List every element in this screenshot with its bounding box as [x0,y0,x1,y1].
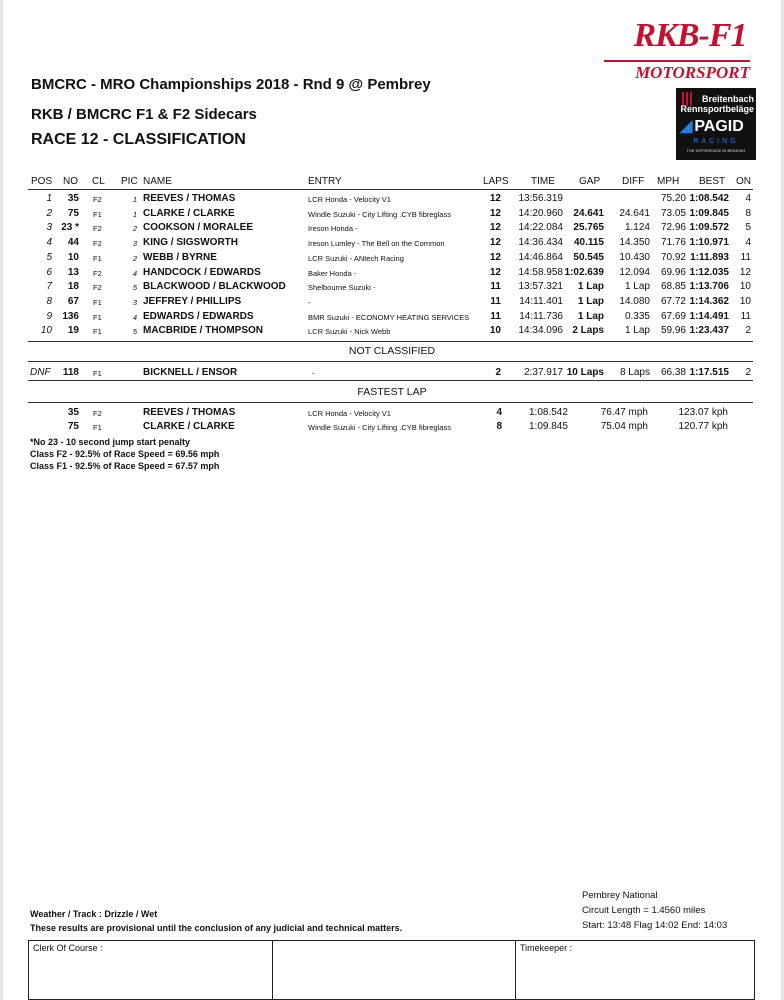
col-on: ON [736,176,751,187]
fl-lap: 8 [496,421,502,432]
fl-no: 75 [67,421,79,432]
race-times: Start: 13:48 Flag 14:02 End: 14:03 [582,920,728,931]
cell-best: 1:23.437 [689,325,729,337]
cell-name: CLARKE / CLARKE [143,207,235,219]
cell-pos: 5 [46,251,52,263]
race-title: RACE 12 - CLASSIFICATION [31,131,246,148]
cell-gap: 1 Lap [577,295,604,307]
cell-gap: 40.115 [573,237,604,249]
cell-on: 11 [740,251,751,263]
col-cl: CL [92,176,105,187]
cell-entry: - [308,297,311,307]
cell-no: 23 * [61,222,79,234]
sponsor-racing: RACING [693,138,739,145]
fl-name: REEVES / THOMAS [143,407,236,418]
sponsor-name: ◢ PAGID [680,118,744,135]
cell-entry: LCR Honda - Velocity V1 [308,195,391,204]
cell-entry: LCR Suzuki - ANtech Racing [308,253,404,263]
cell-diff: 24.641 [619,207,650,219]
cell-entry: Ireson Lumley - The Bell on the Common [308,239,445,249]
cell-gap: 1 Lap [577,281,604,293]
cell-name: REEVES / THOMAS [143,193,236,204]
cell-pos: 8 [46,295,52,307]
clerk-box [28,940,273,1000]
col-entry: ENTRY [308,176,342,187]
cell-time: 14:58.958 [518,266,563,278]
cell-time: 14:36.434 [518,237,563,249]
cell-laps: 12 [489,237,501,249]
nc-laps: 2 [495,367,501,378]
col-diff: DIFF [622,176,645,187]
nc-rule-bottom [28,380,753,381]
cell-cl: F2 [93,268,102,278]
cell-pic: 5 [132,283,137,293]
cell-on: 5 [745,222,751,234]
fl-entry: Windle Suzuki - City Lifting .CYB fibreglass [308,423,451,432]
cell-time: 14:20.960 [518,207,563,219]
not-classified-heading: NOT CLASSIFIED [348,345,436,357]
header-rule [28,189,753,190]
cell-mph: 68.85 [660,281,686,293]
sponsor-line2: Rennsportbeläge [680,104,754,114]
cell-laps: 11 [490,310,501,322]
cell-on: 11 [740,310,751,322]
fl-entry: LCR Honda - Velocity V1 [308,409,391,418]
cell-no: 18 [67,281,79,293]
cell-on: 4 [745,237,751,249]
cell-gap: 1:02.639 [564,266,604,278]
cell-best: 1:14.362 [689,295,729,307]
cell-best: 1:14.491 [689,310,729,322]
circuit-length: Circuit Length = 1.4560 miles [582,905,706,916]
cell-pic: 3 [132,297,137,307]
cell-no: 67 [67,295,79,307]
cell-entry: BMR Suzuki - ECONOMY HEATING SERVICES [308,312,470,322]
cell-gap: 50.545 [573,251,604,263]
cell-name: COOKSON / MORALEE [143,222,254,234]
fl-no: 35 [67,407,79,418]
cell-laps: 12 [489,222,501,234]
cell-cl: F2 [93,283,102,293]
cell-time: 14:34.096 [518,325,563,337]
cell-cl: F2 [93,239,102,249]
results-rule [28,341,753,342]
cell-laps: 10 [489,325,501,337]
cell-entry: Ireson Honda - [308,224,358,234]
weather: Weather / Track : Drizzle / Wet [30,909,158,919]
cell-entry: Baker Honda - [308,268,357,278]
cell-no: 10 [67,251,79,263]
cell-cl: F1 [93,312,102,322]
fl-time: 1:08.542 [529,407,568,418]
cell-mph: 72.96 [660,222,686,234]
sponsor-line1: Breitenbach [701,94,754,104]
event-title: BMCRC - MRO Championships 2018 - Rnd 9 @ Pembrey [31,76,431,93]
page-edge-left [0,0,3,1000]
cell-pic: 3 [132,239,137,249]
provisional-notice: These results are provisional until the conclusion of any judicial and technical matters. [30,923,403,933]
cell-on: 4 [745,193,751,204]
note-penalty: *No 23 - 10 second jump start penalty [30,437,191,447]
motorsport-logo: MOTORSPORT [635,63,750,82]
cell-cl: F1 [93,327,102,337]
cell-entry: Shelbourne Suzuki - [308,283,376,293]
cell-name: KING / SIGSWORTH [143,237,238,249]
fl-kph: 123.07 kph [678,407,728,418]
fl-mph: 76.47 mph [600,407,648,418]
cell-pos: 3 [46,222,52,234]
nc-entry: - [312,369,315,378]
middle-box [272,940,516,1000]
cell-best: 1:08.542 [689,193,729,204]
cell-no: 13 [67,266,79,278]
cell-time: 14:11.736 [519,310,563,322]
note-f2-speed: Class F2 - 92.5% of Race Speed = 69.56 mph [30,449,220,459]
class-title: RKB / BMCRC F1 & F2 Sidecars [31,106,257,123]
cell-no: 44 [67,237,79,249]
cell-diff: 14.080 [619,295,650,307]
cell-time: 13:56.319 [518,193,563,204]
cell-on: 2 [745,325,751,337]
nc-pos: DNF [30,367,51,378]
cell-best: 1:11.893 [690,251,729,263]
pagid-icon: ◢ [680,118,693,135]
cell-mph: 59.96 [660,325,686,337]
cell-pos: 1 [46,193,52,204]
fl-kph: 120.77 kph [678,421,728,432]
col-laps: LAPS [483,176,509,187]
fl-rule-top [28,402,753,403]
cell-cl: F1 [93,297,102,307]
cell-no: 136 [62,310,79,322]
fl-cl: F2 [93,409,102,418]
col-best: BEST [699,176,726,187]
cell-pos: 6 [46,266,52,278]
cell-diff: 0.335 [624,310,650,322]
col-name: NAME [143,176,172,187]
cell-best: 1:12.035 [689,266,729,278]
col-gap: GAP [579,176,601,187]
cell-diff: 12.094 [619,266,650,278]
cell-mph: 71.76 [660,237,686,249]
cell-pos: 10 [40,325,52,337]
note-f1-speed: Class F1 - 92.5% of Race Speed = 67.57 mph [30,461,220,471]
fl-cl: F1 [93,423,102,432]
rkb-logo: RKB-F1 [633,17,747,54]
col-pos: POS [31,176,53,187]
cell-pic: 4 [132,268,137,278]
col-time: TIME [531,176,555,187]
fl-time: 1:09.845 [529,421,568,432]
cell-gap: 25.765 [573,222,604,234]
cell-mph: 69.96 [660,266,686,278]
col-pic: PIC [121,176,138,187]
cell-cl: F2 [93,195,102,204]
cell-on: 8 [745,207,751,219]
cell-on: 10 [739,281,751,293]
cell-pos: 9 [46,310,52,322]
cell-best: 1:13.706 [689,281,729,293]
cell-on: 12 [739,266,751,278]
cell-name: HANDCOCK / EDWARDS [143,266,261,278]
cell-pos: 4 [46,237,52,249]
cell-laps: 12 [489,207,501,219]
col-mph: MPH [657,176,680,187]
cell-time: 14:46.864 [518,251,563,263]
cell-pic: 5 [132,327,137,337]
cell-gap: 24.641 [573,207,604,219]
cell-entry: Windle Suzuki - City Lifting .CYB fibreglass [308,209,451,219]
cell-pos: 7 [46,281,52,293]
nc-best: 1:17.515 [689,367,729,378]
cell-cl: F1 [93,253,102,263]
cell-laps: 11 [490,295,501,307]
clerk-label: Clerk Of Course : [33,943,103,953]
cell-diff: 1 Lap [624,325,650,337]
cell-no: 19 [67,325,79,337]
cell-no: 75 [67,207,79,219]
cell-time: 14:22.084 [518,222,563,234]
cell-time: 13:57.321 [518,281,563,293]
nc-no: 118 [62,367,79,378]
cell-on: 10 [739,295,751,307]
cell-best: 1:09.845 [689,207,729,219]
cell-name: JEFFREY / PHILLIPS [143,295,242,307]
cell-mph: 67.72 [660,295,686,307]
nc-rule-top [28,361,753,362]
sponsor-logo [676,88,756,160]
nc-time: 2:37.917 [524,367,563,378]
cell-time: 14:11.401 [519,295,563,307]
nc-on: 2 [745,367,751,378]
cell-laps: 12 [489,251,501,263]
cell-diff: 14.350 [619,237,650,249]
timekeeper-box [515,940,755,1000]
nc-gap: 10 Laps [566,367,604,378]
fastest-lap-heading: FASTEST LAP [357,386,427,398]
cell-gap: 2 Laps [572,325,604,337]
cell-best: 1:10.971 [689,237,729,249]
timekeeper-label: Timekeeper : [520,943,573,953]
cell-cl: F1 [93,209,102,219]
cell-pic: 2 [132,253,137,263]
cell-name: BLACKWOOD / BLACKWOOD [143,281,286,293]
cell-pic: 1 [132,209,137,219]
cell-best: 1:09.572 [689,222,729,234]
nc-diff: 8 Laps [619,367,650,378]
circuit-name: Pembrey National [582,890,658,901]
cell-diff: 10.430 [619,251,650,263]
cell-entry: LCR Suzuki - Nick Webb [308,327,391,337]
nc-mph: 66.38 [660,367,686,378]
cell-laps: 12 [489,193,501,204]
cell-mph: 67.69 [660,310,686,322]
cell-pic: 4 [132,312,137,322]
logo-divider [604,60,750,62]
cell-name: EDWARDS / EDWARDS [143,310,254,322]
cell-pic: 1 [132,195,137,204]
cell-diff: 1 Lap [624,281,650,293]
cell-pos: 2 [46,207,52,219]
cell-pic: 2 [132,224,137,234]
cell-diff: 1.124 [624,222,650,234]
cell-name: WEBB / BYRNE [143,251,217,263]
nc-name: BICKNELL / ENSOR [143,367,238,378]
col-no: NO [63,176,78,187]
cell-no: 35 [67,193,79,204]
cell-name: MACBRIDE / THOMPSON [143,325,263,337]
sponsor-tagline: THE DIFFERENCE IN BRAKING [686,148,746,153]
fl-name: CLARKE / CLARKE [143,421,235,432]
cell-mph: 75.20 [660,193,686,204]
nc-cl: F1 [93,369,102,378]
cell-mph: 70.92 [660,251,686,263]
fl-mph: 75.04 mph [600,421,648,432]
cell-cl: F2 [93,224,102,234]
cell-gap: 1 Lap [577,310,604,322]
cell-mph: 73.05 [660,207,686,219]
cell-laps: 12 [489,266,501,278]
cell-laps: 11 [490,281,501,293]
fl-lap: 4 [496,407,502,418]
